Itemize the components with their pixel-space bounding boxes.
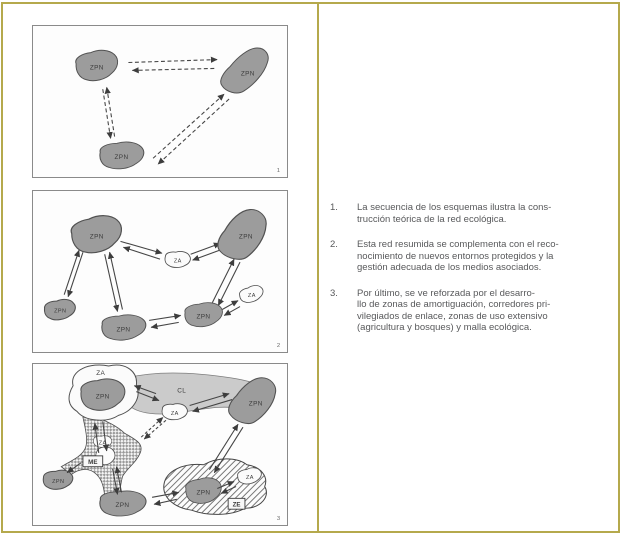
text-line: gestión adecuada de los medios asociados.: [357, 262, 542, 273]
network-scheme-2: [33, 191, 287, 352]
zpn-label: ZPN: [95, 393, 110, 401]
zpn-label: ZPN: [89, 233, 104, 241]
za-label: ZA: [98, 440, 107, 447]
column-divider: [317, 4, 319, 531]
ze-label: ZE: [232, 501, 241, 509]
list-item-number: 3.: [330, 287, 338, 299]
text-line: (agricultura y bosques) y malla ecológica.: [357, 322, 532, 333]
zpn-label: ZPN: [54, 308, 67, 315]
zpn-label: ZPN: [196, 489, 211, 497]
list-item: [330, 239, 606, 274]
diagram-panel-1: [32, 25, 288, 178]
list-item-text: [357, 202, 606, 225]
zpn-label: ZPN: [89, 64, 104, 72]
network-scheme-1: [33, 26, 287, 177]
panel-number: 1: [276, 168, 281, 175]
text-line: llo de zonas de amortiguación, corredores pri-: [357, 299, 551, 310]
list-item: [330, 202, 606, 225]
dashed-link-arrows: [141, 417, 166, 439]
list-item-text: [357, 239, 606, 274]
zpn-label: ZPN: [116, 326, 131, 334]
zpn-label: ZPN: [114, 154, 129, 162]
text-line: trucción teórica de la red ecológica.: [357, 213, 507, 225]
text-line: vilegiados de enlace, zonas de uso extensivo: [357, 310, 548, 322]
me-label: ME: [88, 459, 98, 467]
za-label: ZA: [245, 475, 254, 482]
zpn-label: ZPN: [240, 70, 255, 78]
za-label: ZA: [170, 410, 179, 417]
text-line: La secuencia de los esquemas ilustra la cons-: [357, 202, 552, 213]
zpn-label: ZPN: [238, 233, 253, 241]
zpn-label: ZPN: [196, 313, 211, 321]
za-label: ZA: [173, 258, 182, 265]
list-item-number: 2.: [330, 239, 338, 250]
zpn-label: ZPN: [248, 400, 263, 408]
zpn-label: ZPN: [52, 479, 65, 486]
za-label: ZA: [96, 369, 106, 377]
text-line: nocimiento de nuevos entornos protegidos y la: [357, 250, 554, 262]
zpn-label: ZPN: [115, 502, 130, 510]
list-item-text: [357, 288, 606, 334]
list-item: [330, 288, 606, 334]
list-item-number: 1.: [330, 202, 338, 213]
page-border: [1, 2, 620, 533]
text-line: Por último, se ve reforzada por el desarro-: [357, 287, 535, 299]
panel-number: 2: [276, 343, 281, 350]
panel-number: 3: [276, 516, 281, 523]
diagram-panel-2: [32, 190, 288, 353]
network-scheme-3: [33, 364, 287, 525]
diagram-panel-3: [32, 363, 288, 526]
text-line: Esta red resumida se complementa con el reco-: [357, 239, 559, 250]
cl-label: CL: [177, 387, 187, 395]
za-label: ZA: [247, 293, 256, 300]
notes-list: [330, 202, 606, 348]
